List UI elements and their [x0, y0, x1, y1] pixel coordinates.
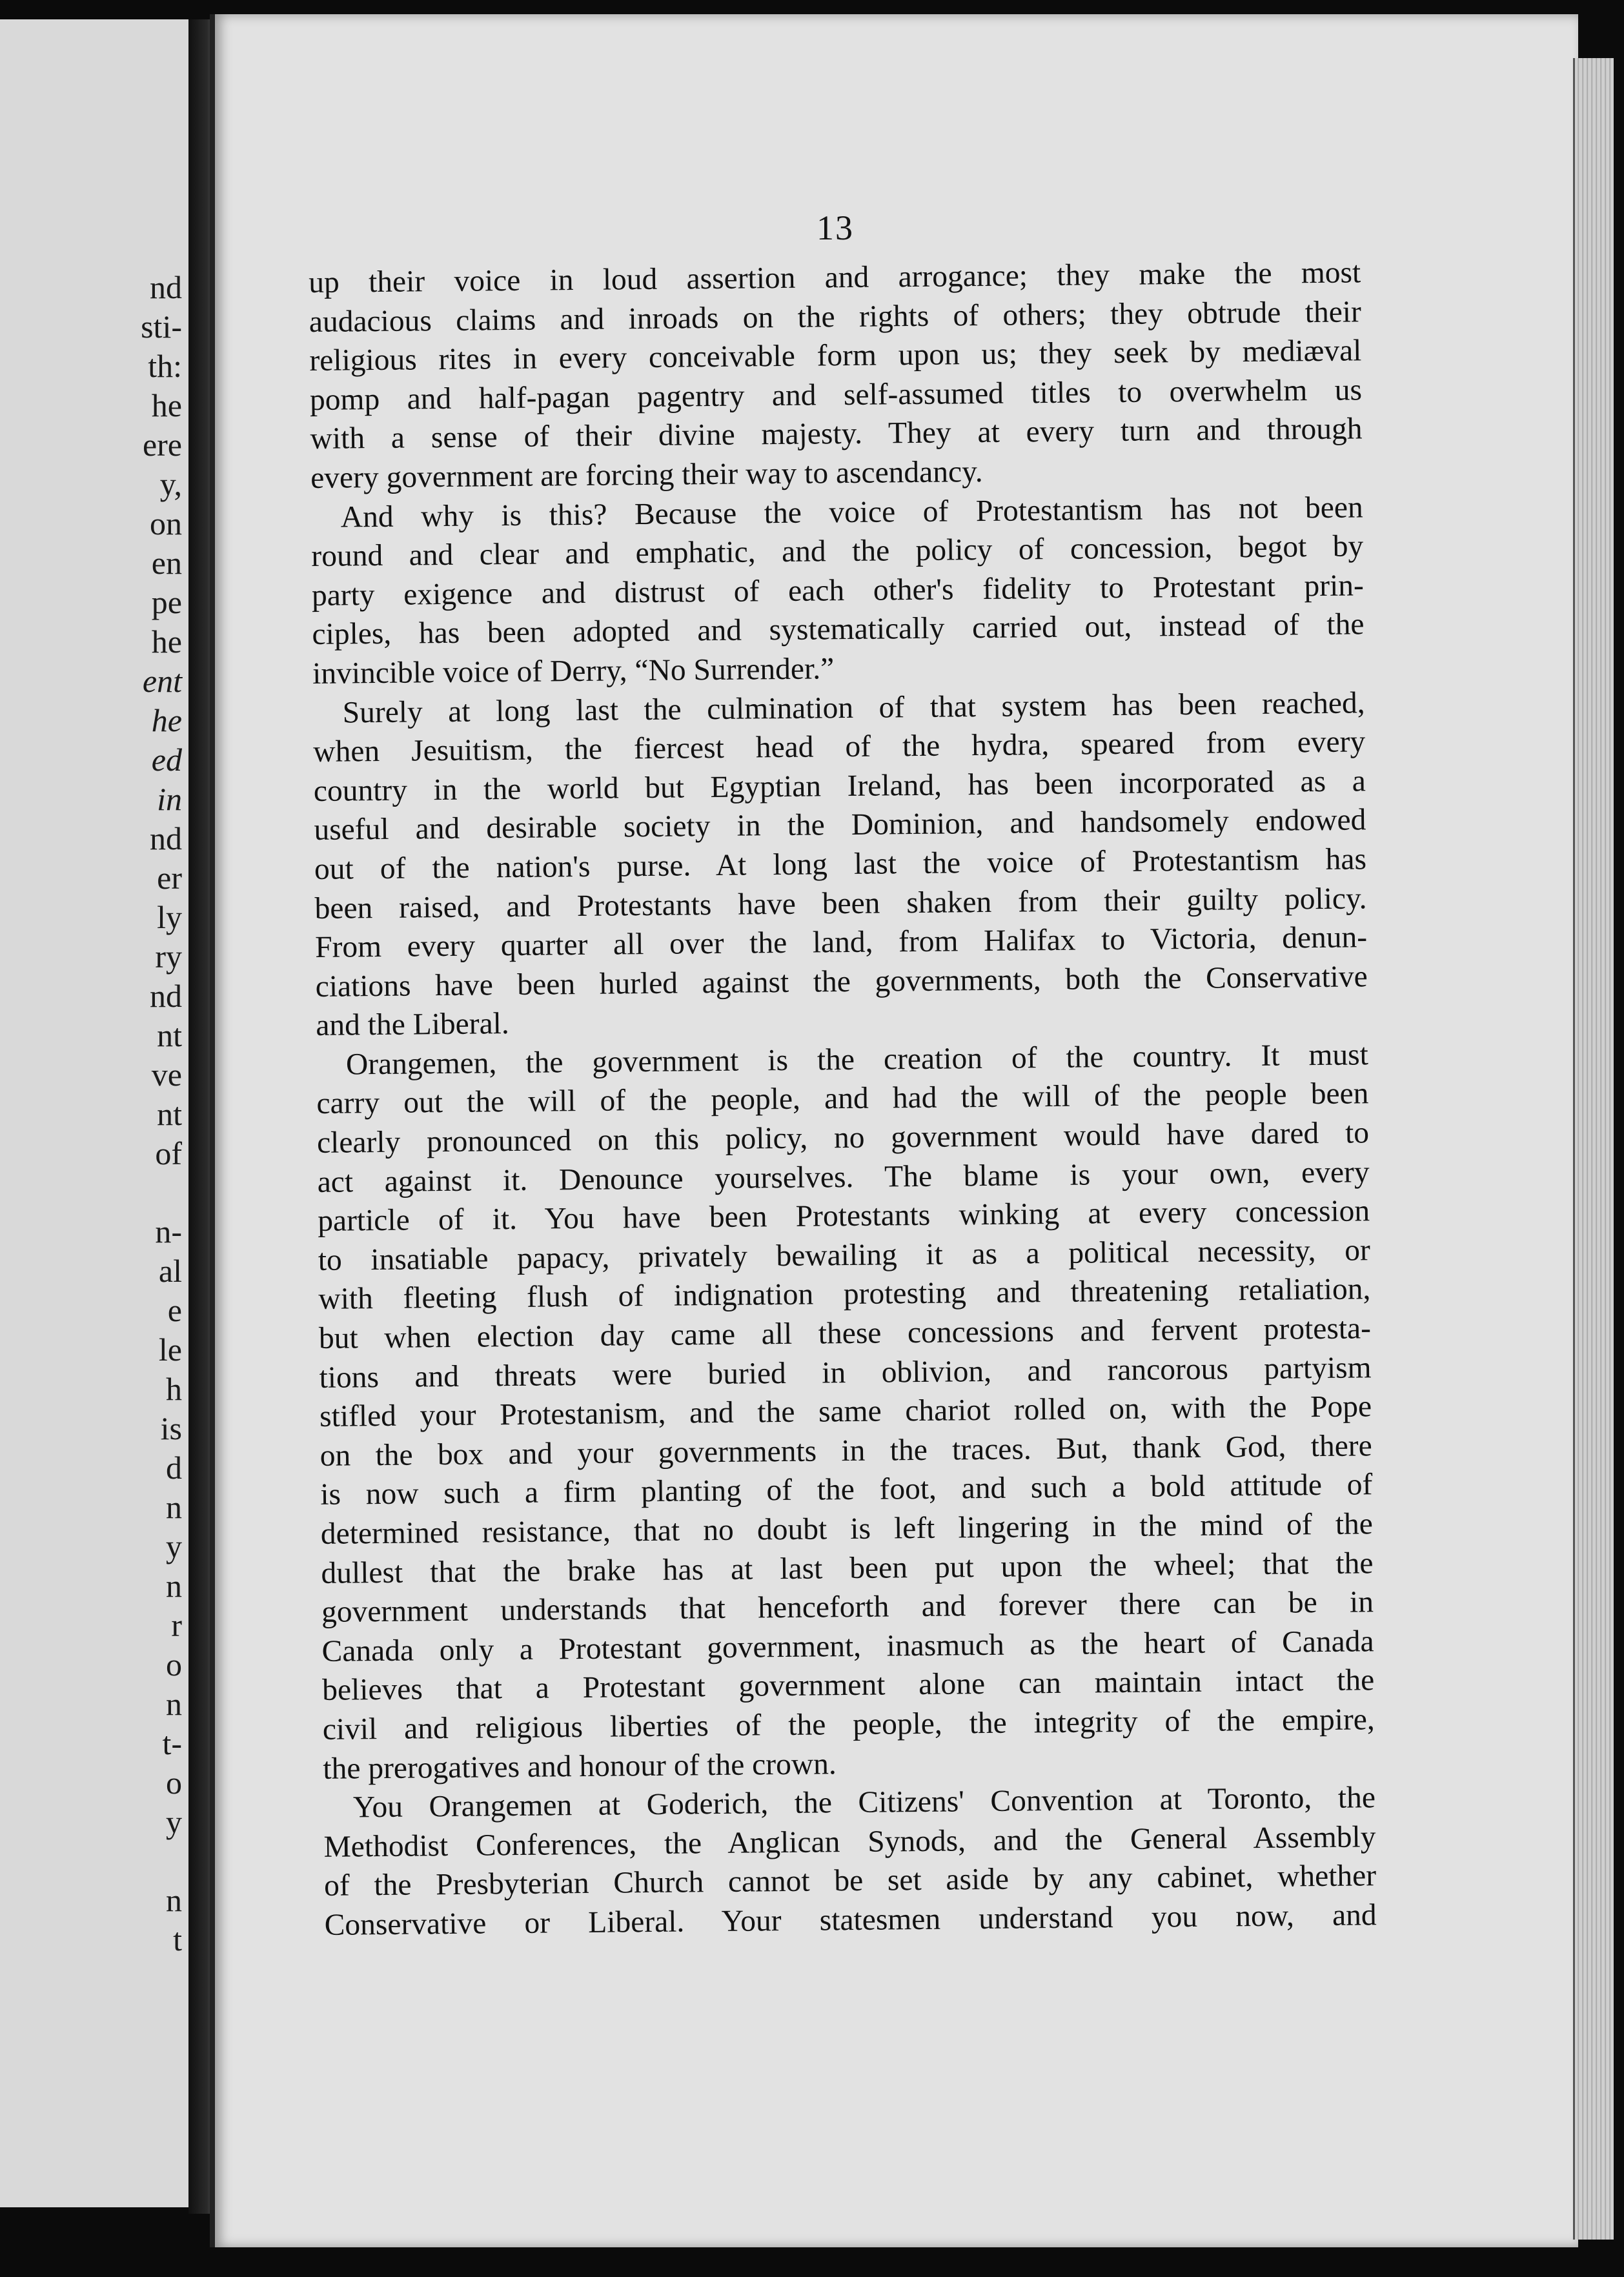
- text-line: tions and threats were buried in oblivion, and rancorous partyism: [319, 1350, 1372, 1395]
- text-line: Orangemen, the government is the creation of the country. It must: [345, 1038, 1369, 1082]
- facing-page-fragment: n: [166, 1489, 182, 1525]
- text-line: determined resistance, that no doubt is left lingering in the mind of the: [320, 1507, 1374, 1551]
- text-line: ciples, has been adopted and systematically carried out, instead of the: [312, 607, 1365, 652]
- facing-page-fragment: t: [173, 1921, 182, 1958]
- text-line: Canada only a Protestant government, inasmuch as the heart of Canada: [321, 1624, 1374, 1668]
- text-line: ciations have been hurled against the governments, both the Conservative: [315, 959, 1368, 1004]
- facing-page: [0, 19, 192, 2207]
- text-line: clearly pronounced on this policy, no government would have dared to: [316, 1116, 1370, 1160]
- text-line: stifled your Protestanism, and the same chariot rolled on, with the Pope: [319, 1390, 1372, 1434]
- text-line: audacious claims and inroads on the rights of others; they obtrude their: [309, 294, 1362, 339]
- facing-page-fragment: ry: [155, 938, 182, 975]
- facing-page-fragment: nd: [150, 820, 182, 856]
- text-line: act against it. Denounce yourselves. The blame is your own, every: [317, 1155, 1370, 1199]
- text-line: invincible voice of Derry, “No Surrender.”: [312, 652, 835, 691]
- facing-page-fragment: n-: [155, 1213, 182, 1250]
- text-line: country in the world but Egyptian Ireland, has been incorporated as a: [313, 764, 1366, 808]
- facing-page-fragment: n: [166, 1568, 182, 1604]
- text-line: every government are forcing their way to ascendancy.: [310, 454, 983, 495]
- text-line: government understands that henceforth and forever there can be in: [321, 1585, 1374, 1630]
- text-line: civil and religious liberties of the people, the integrity of the empire,: [322, 1703, 1375, 1746]
- text-line: when Jesuitism, the fiercest head of the hydra, speared from every: [313, 725, 1366, 769]
- facing-page-fragment: ly: [157, 899, 182, 935]
- facing-page-fragment: is: [160, 1410, 182, 1446]
- facing-page-fragment: y: [166, 1804, 182, 1840]
- text-line: but when election day came all these concessions and fervent protesta-: [318, 1311, 1372, 1355]
- text-line: of the Presbyterian Church cannot be set aside by any cabinet, whether: [323, 1859, 1377, 1903]
- facing-page-fragment: he: [151, 702, 182, 738]
- text-line: out of the nation's purse. At long last the voice of Protestantism has: [314, 842, 1367, 886]
- facing-page-fragment: nd: [150, 269, 182, 305]
- text-line: carry out the will of the people, and had the will of the people been: [316, 1077, 1369, 1121]
- text-line: Surely at long last the culmination of that system has been reached,: [342, 685, 1365, 730]
- facing-page-fragment: on: [150, 505, 182, 541]
- text-line: with a sense of their divine majesty. They at every turn and through: [310, 412, 1363, 456]
- facing-page-fragment: ere: [142, 427, 182, 463]
- text-line: Conservative or Liberal. Your statesmen understand you now, and: [324, 1898, 1377, 1942]
- facing-page-fragment: pe: [151, 584, 182, 620]
- text-line: up their voice in loud assertion and arrogance; they make the most: [309, 256, 1361, 299]
- facing-page-fragment: er: [157, 860, 182, 896]
- body-text: [309, 253, 1377, 1945]
- page-number: 13: [817, 208, 854, 247]
- text-line: From every quarter all over the land, from Halifax to Victoria, denun-: [314, 920, 1368, 965]
- facing-page-fragment: in: [157, 781, 182, 817]
- facing-page-fragment: y: [166, 1528, 182, 1564]
- facing-page-fragment: al: [158, 1253, 182, 1289]
- facing-page-fragment: sti-: [141, 309, 182, 345]
- paragraph: [309, 253, 1363, 498]
- facing-page-fragment: nt: [157, 1096, 182, 1132]
- text-line: is now such a firm planting of the foot, and such a bold attitude of: [320, 1468, 1373, 1512]
- text-line: on the box and your governments in the traces. But, thank God, there: [320, 1429, 1372, 1473]
- text-line: round and clear and emphatic, and the policy of concession, begot by: [311, 529, 1364, 574]
- facing-page-fragment: y,: [159, 466, 182, 502]
- facing-page-fragment: en: [151, 545, 182, 581]
- facing-page-fragment: t-: [162, 1725, 182, 1761]
- text-line: to insatiable papacy, privately bewailing it as a political necessity, or: [318, 1233, 1371, 1277]
- facing-page-fragment: ed: [151, 742, 182, 778]
- facing-page-fragment: n: [166, 1882, 182, 1918]
- text-line: believes that a Protestant government alone can maintain intact the: [321, 1663, 1375, 1708]
- paragraph: [316, 1035, 1375, 1788]
- paragraph: [310, 488, 1365, 694]
- facing-page-fragment: r: [171, 1607, 182, 1643]
- text-line: with fleeting flush of indignation protesting and threatening retaliation,: [318, 1272, 1371, 1317]
- facing-page-fragment: he: [151, 623, 182, 660]
- facing-page-fragment: e: [167, 1292, 182, 1328]
- facing-page-fragment: ent: [142, 663, 182, 699]
- facing-page-fragment: nd: [150, 978, 182, 1014]
- text-line: particle of it. You have been Protestants winking at every concession: [317, 1194, 1370, 1239]
- text-line: and the Liberal.: [316, 1007, 509, 1043]
- text-line: Methodist Conferences, the Anglican Synods, and the General Assembly: [323, 1819, 1376, 1864]
- text-line: been raised, and Protestants have been shaken from their guilty policy.: [314, 881, 1367, 926]
- facing-page-fragment: ve: [151, 1057, 182, 1093]
- text-line: And why is this? Because the voice of Protestantism has not been: [340, 490, 1363, 534]
- text-line: dullest that the brake has at last been put upon the wheel; that the: [321, 1546, 1374, 1590]
- facing-page-fragment: th:: [148, 348, 182, 384]
- text-line: You Orangemen at Goderich, the Citizens' Convention at Toronto, the: [352, 1781, 1376, 1825]
- paragraph: [312, 683, 1368, 1046]
- facing-page-fragment: o: [166, 1646, 182, 1683]
- facing-page-fragment: d: [166, 1450, 182, 1486]
- text-line: pomp and half-pagan pagentry and self-assumed titles to overwhelm us: [309, 373, 1363, 417]
- page-edges: [1573, 58, 1614, 2240]
- text-line: the prerogatives and honour of the crown.: [323, 1746, 837, 1786]
- facing-page-fragment: he: [151, 387, 182, 423]
- facing-page-fragment: nt: [157, 1017, 182, 1053]
- text-line: religious rites in every conceivable form upon us; they seek by mediæval: [309, 334, 1362, 378]
- text-line: party exigence and distrust of each other's fidelity to Protestant prin-: [311, 569, 1365, 612]
- facing-page-fragment: o: [166, 1765, 182, 1801]
- text-line: useful and desirable society in the Dominion, and handsomely endowed: [314, 803, 1366, 847]
- paragraph: [323, 1778, 1377, 1945]
- facing-page-fragment: n: [166, 1686, 182, 1722]
- facing-page-fragment: h: [166, 1371, 182, 1407]
- facing-page-fragment: of: [155, 1135, 182, 1171]
- facing-page-fragment: le: [158, 1331, 182, 1368]
